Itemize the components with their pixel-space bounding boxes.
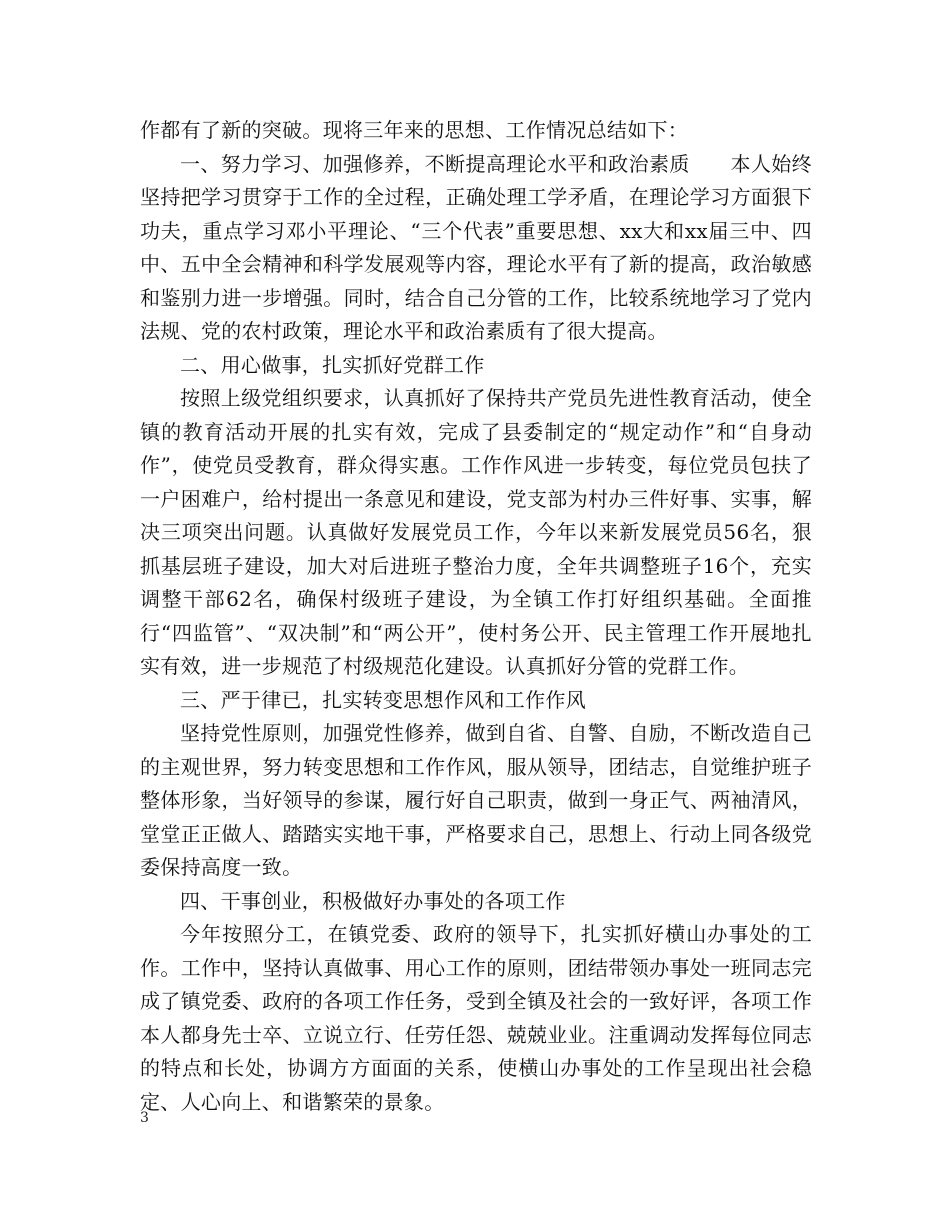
paragraph-intro: 作都有了新的突破。现将三年来的思想、工作情况总结如下： <box>140 118 689 142</box>
paragraph-section-two: 按照上级党组织要求，认真抓好了保持共产党员先进性教育活动，使全镇的教育活动开展的扎实有效，完成了县委制定的“规定动作”和“自身动作”，使党员受教育，群众得实惠。工作作风进一步转变，每位党员包扶了一户困难户，给村提出一条意见和建设，党支部为村办三件好事、实事，解决三项突出问题。认真做好发展党员工作，今年以来新发展党员56名，狠抓基层班子建设，加大对后进班子整治力度，全年共调整班子16个，充实调整干部62名，确保村级班子建设，为全镇工作打好组织基础。全面推行“四监管”、“双决制”和“两公开”，使村务公开、民主管理工作开展地扎实有效，进一步规范了村级规范化建设。认真抓好分管的党群工作。 <box>140 386 812 678</box>
paragraph-section-four: 今年按照分工，在镇党委、政府的领导下，扎实抓好横山办事处的工作。工作中，坚持认真做事、用心工作的原则，团结带领办事处一班同志完成了镇党委、政府的各项工作任务，受到全镇及社会的一致好评，各项工作本人都身先士卒、立说立行、任劳任怨、兢兢业业。注重调动发挥每位同志的特点和长处，协调方方面面的关系，使横山办事处的工作呈现出社会稳定、人心向上、和谐繁荣的景象。 <box>140 922 812 1114</box>
heading-section-two: 二、用心做事，扎实抓好党群工作 <box>180 352 485 377</box>
heading-section-four: 四、干事创业，积极做好办事处的各项工作 <box>180 888 566 913</box>
page-number: 3 <box>140 1110 149 1126</box>
paragraph-section-three: 坚持党性原则，加强党性修养，做到自省、自警、自励，不断改造自己的主观世界，努力转变思想和工作作风，服从领导，团结志，自觉维护班子整体形象，当好领导的参谋，履行好自己职责，做到一身正气、两袖清风，堂堂正正做人、踏踏实实地干事，严格要求自己，思想上、行动上同各级党委保持高度一致。 <box>140 721 812 879</box>
heading-section-three: 三、严于律已，扎实转变思想作风和工作作风 <box>180 687 586 712</box>
paragraph-section-one: 一、努力学习、加强修养，不断提高理论水平和政治素质 本人始终坚持把学习贯穿于工作的全过程，正确处理工学矛盾，在理论学习方面狠下功夫，重点学习邓小平理论、“三个代表”重要思想、xx大和xx届三中、四中、五中全会精神和科学发展观等内容，理论水平有了新的提高，政治敏感和鉴别力进一步增强。同时，结合自己分管的工作，比较系统地学习了党内法规、党的农村政策，理论水平和政治素质有了很大提高。 <box>140 151 812 343</box>
document-body <box>140 114 812 1119</box>
